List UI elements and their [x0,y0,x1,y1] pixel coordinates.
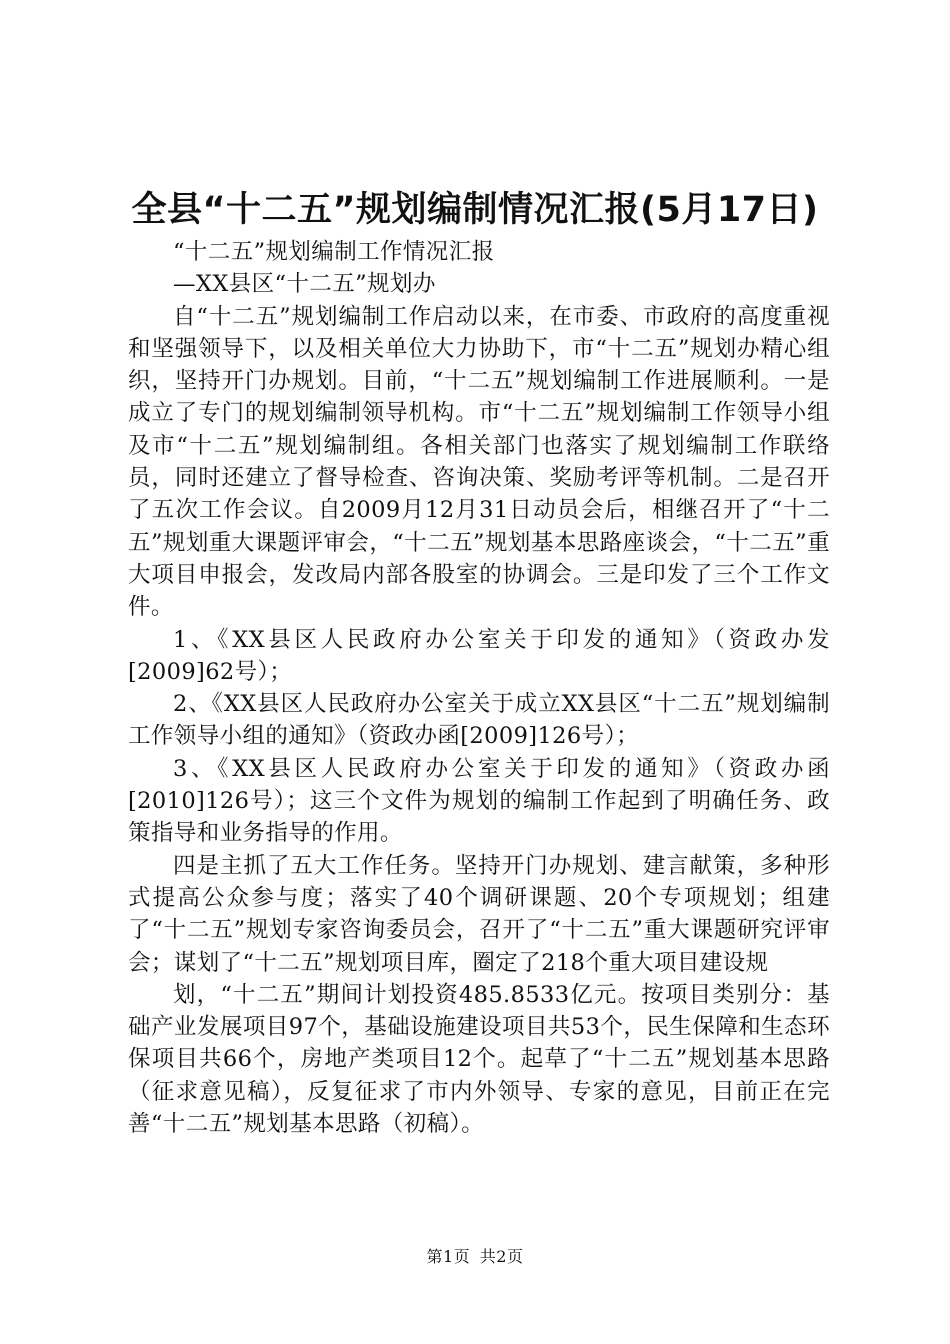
document-title: 全县“十二五”规划编制情况汇报(5月17日) [131,190,819,230]
paragraph-doc-2: 2、《XX县区人民政府办公室关于成立XX县区“十二五”规划编制工作领导小组的通知》（资政办函[2009]126号）； [128,691,830,750]
document-body [128,236,830,1140]
paragraph-tasks: 四是主抓了五大工作任务。坚持开门办规划、建言献策，多种形式提高公众参与度；落实了40个调研课题、20个专项规划；组建了“十二五”规划专家咨询委员会，召开了“十二五”重大课题研究评审会；谋划了“十二五”规划项目库，圈定了218个重大项目建设规 [128,852,830,976]
document-subtitle: “十二五”规划编制工作情况汇报 [173,239,495,265]
paragraph-doc-3: 3、《XX县区人民政府办公室关于印发的通知》（资政办函[2010]126号）；这三个文件为规划的编制工作起到了明确任务、政策指导和业务指导的作用。 [128,755,830,847]
page-footer [0,1244,950,1267]
page-total: 共2页 [479,1247,524,1266]
paragraph-doc-1: 1、《XX县区人民政府办公室关于印发的通知》（资政办发[2009]62号）； [128,626,830,685]
author-line: —XX县区“十二五”规划办 [173,271,436,298]
paragraph-intro: 自“十二五”规划编制工作启动以来，在市委、市政府的高度重视和坚强领导下，以及相关单位大力协助下，市“十二五”规划办精心组织，坚持开门办规划。目前，“十二五”规划编制工作进展顺利。一是成立了专门的规划编制领导机构。市“十二五”规划编制工作领导小组及市“十二五”规划编制组。各相关部门也落实了规划编制工作联络员，同时还建立了督导检查、咨询决策、奖励考评等机制。二是召开了五次工作会议。自2009月12月31日动员会后，相继召开了“十二五”规划重大课题评审会，“十二五”规划基本思路座谈会，“十二五”重大项目申报会，发改局内部各股室的协调会。三是印发了三个工作文件。 [128,303,830,621]
page-number: 第1页 [426,1247,471,1266]
paragraph-investment: 划，“十二五”期间计划投资485.8533亿元。按项目类别分：基础产业发展项目97个，基础设施建设项目共53个，民生保障和生态环保项目共66个，房地产类项目12个。起草了“十二五”规划基本思路（征求意见稿），反复征求了市内外领导、专家的意见，目前正在完善“十二五”规划基本思路（初稿）。 [128,981,830,1138]
